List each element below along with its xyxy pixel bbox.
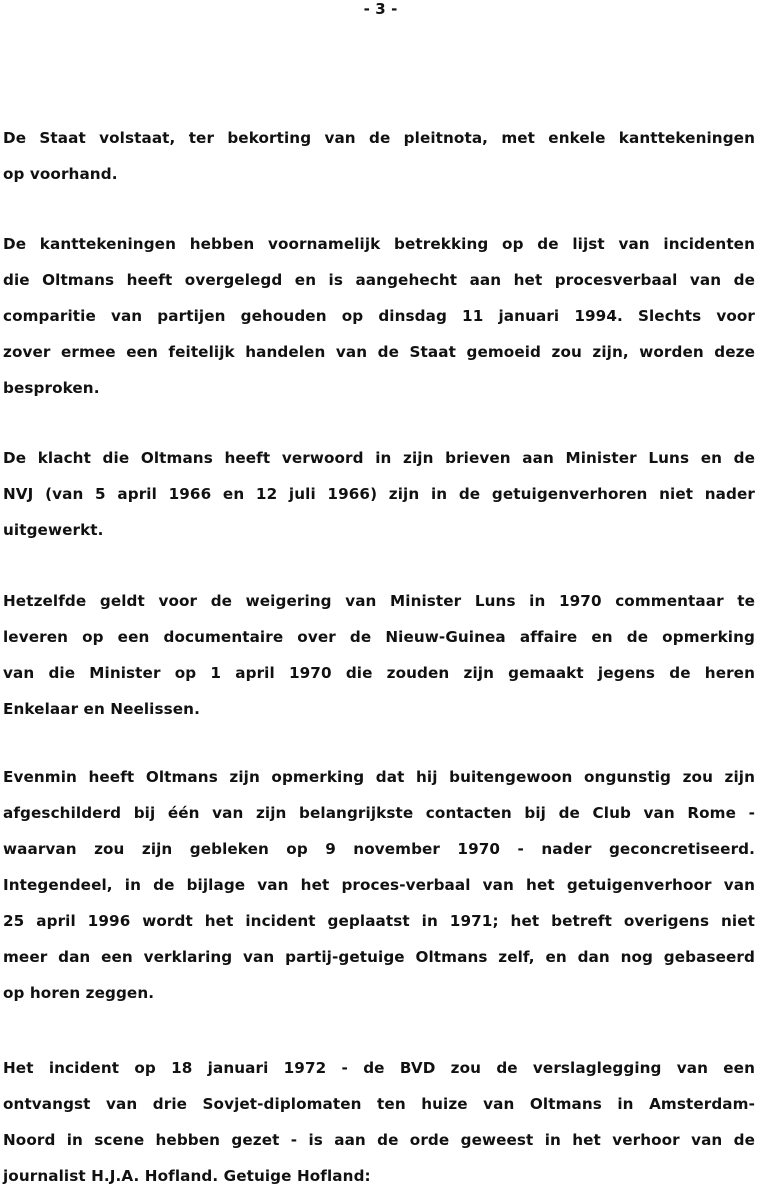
paragraph-4 (3, 583, 755, 727)
text-line: op horen zeggen. (3, 984, 155, 1002)
text-line: op voorhand. (3, 165, 118, 183)
text-line: Het incident op 18 januari 1972 - de BVD zou de verslaglegging van een (3, 1059, 755, 1077)
text-line: ontvangst van drie Sovjet-diplomaten ten huize van Oltmans in Amsterdam- (3, 1095, 755, 1113)
text-line: van die Minister op 1 april 1970 die zouden zijn gemaakt jegens de heren (3, 664, 755, 682)
text-line: De klacht die Oltmans heeft verwoord in zijn brieven aan Minister Luns en de (3, 449, 755, 467)
text-line: NVJ (van 5 april 1966 en 12 juli 1966) zijn in de getuigenverhoren niet nader (3, 485, 755, 503)
text-line: De Staat volstaat, ter bekorting van de pleitnota, met enkele kanttekeningen (3, 129, 755, 147)
text-line: Integendeel, in de bijlage van het proces-verbaal van het getuigenverhoor van (3, 876, 755, 894)
text-line: Evenmin heeft Oltmans zijn opmerking dat hij buitengewoon ongunstig zou zijn (3, 768, 755, 786)
text-line: zover ermee een feitelijk handelen van de Staat gemoeid zou zijn, worden deze (3, 343, 755, 361)
page-number: - 3 - (363, 0, 398, 18)
text-line: die Oltmans heeft overgelegd en is aangehecht aan het procesverbaal van de (3, 271, 755, 289)
text-line: uitgewerkt. (3, 521, 104, 539)
paragraph-6 (3, 1050, 755, 1194)
text-line: meer dan een verklaring van partij-getuige Oltmans zelf, en dan nog gebaseerd (3, 948, 755, 966)
text-line: 25 april 1996 wordt het incident geplaatst in 1971; het betreft overigens niet (3, 912, 755, 930)
paragraph-5 (3, 759, 755, 1011)
text-line: waarvan zou zijn gebleken op 9 november 1970 - nader geconcretiseerd. (3, 840, 755, 858)
paragraph-2 (3, 226, 755, 406)
paragraph-3 (3, 440, 755, 548)
text-line: comparitie van partijen gehouden op dinsdag 11 januari 1994. Slechts voor (3, 307, 755, 325)
paragraph-1 (3, 120, 755, 192)
text-line: leveren op een documentaire over de Nieuw-Guinea affaire en de opmerking (3, 628, 755, 646)
text-line: afgeschilderd bij één van zijn belangrijkste contacten bij de Club van Rome - (3, 804, 755, 822)
text-line: De kanttekeningen hebben voornamelijk betrekking op de lijst van incidenten (3, 235, 755, 253)
text-line: journalist H.J.A. Hofland. Getuige Hofland: (3, 1167, 371, 1185)
text-line: Hetzelfde geldt voor de weigering van Minister Luns in 1970 commentaar te (3, 592, 755, 610)
text-line: besproken. (3, 379, 100, 397)
text-line: Noord in scene hebben gezet - is aan de orde geweest in het verhoor van de (3, 1131, 755, 1149)
text-line: Enkelaar en Neelissen. (3, 700, 200, 718)
